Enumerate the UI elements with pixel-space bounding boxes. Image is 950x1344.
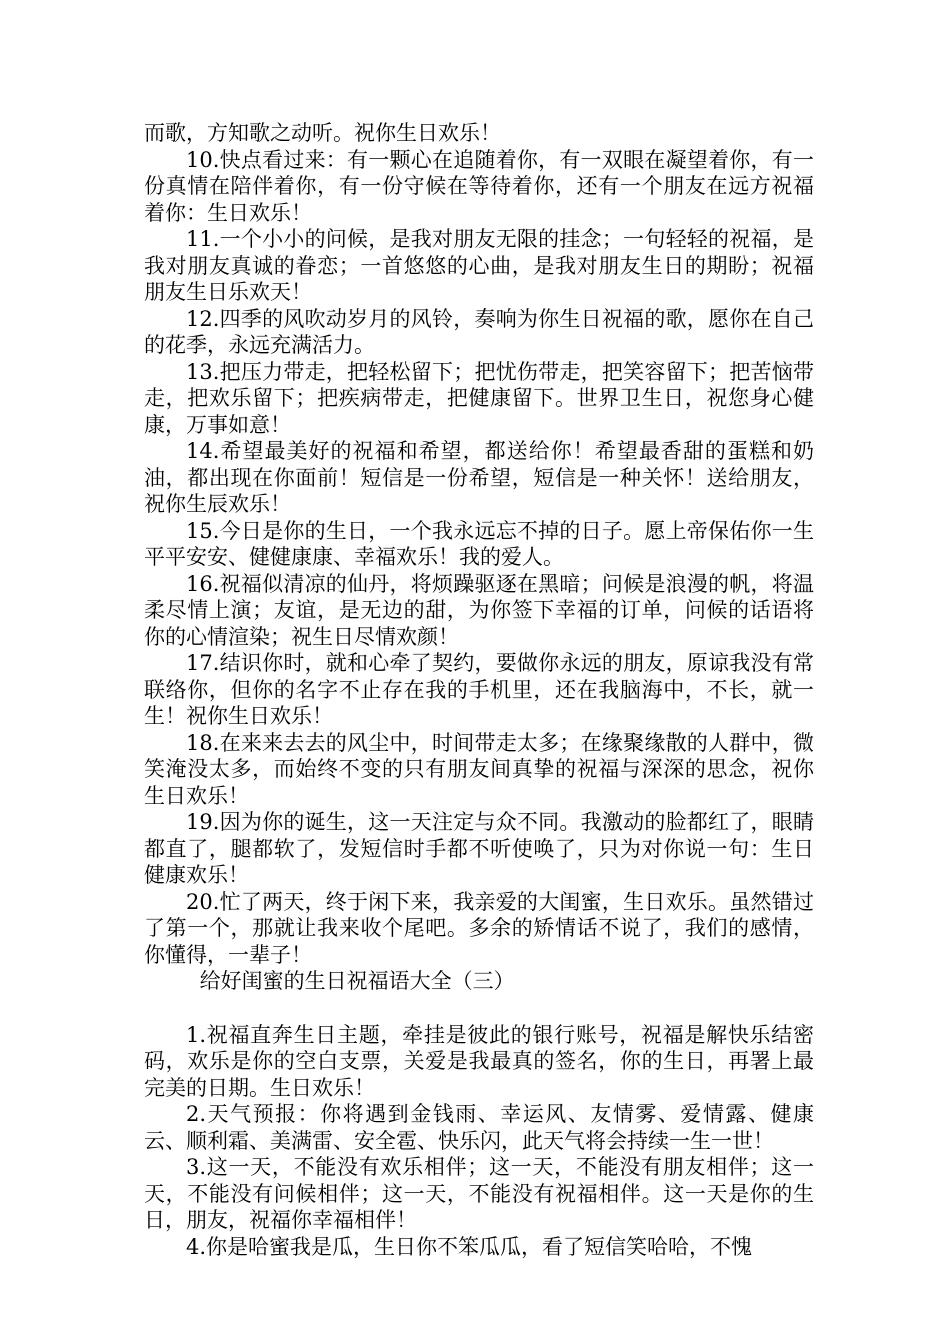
wish-14: 14.希望最美好的祝福和希望，都送给你！希望最香甜的蛋糕和奶油，都出现在你面前！短信是一份希望，短信是一种关怀！送给朋友，祝你生辰欢乐！ <box>144 439 814 516</box>
wish-2: 2.天气预报：你将遇到金钱雨、幸运风、友情雾、爱情露、健康云、顺利霜、美满雷、安全雹、快乐闪，此天气将会持续一生一世！ <box>144 1102 814 1153</box>
wish-13: 13.把压力带走，把轻松留下；把忧伤带走，把笑容留下；把苦恼带走，把欢乐留下；把疾病带走，把健康留下。世界卫生日，祝您身心健康，万事如意！ <box>144 359 814 437</box>
wish-17: 17.结识你时，就和心牵了契约，要做你永远的朋友，原谅我没有常联络你，但你的名字不止存在我的手机里，还在我脑海中，不长，就一生！祝你生日欢乐！ <box>144 651 814 728</box>
wish-11: 11.一个小小的问候，是我对朋友无限的挂念；一句轻轻的祝福，是我对朋友真诚的眷恋；一首悠悠的心曲，是我对朋友生日的期盼；祝福朋友生日乐欢天！ <box>144 227 814 304</box>
wish-20: 20.忙了两天，终于闲下来，我亲爱的大闺蜜，生日欢乐。虽然错过了第一个，那就让我来收个尾吧。多余的矫情话不说了，我们的感情，你懂得，一辈子！ <box>144 889 814 967</box>
section-heading: 给好闺蜜的生日祝福语大全（三） <box>199 969 515 993</box>
wish-3: 3.这一天，不能没有欢乐相伴；这一天，不能没有朋友相伴；这一天，不能没有问候相伴；这一天，不能没有祝福相伴。这一天是你的生日，朋友，祝福你幸福相伴！ <box>144 1155 814 1232</box>
document-body <box>144 120 814 1260</box>
wish-12: 12.四季的风吹动岁月的风铃，奏响为你生日祝福的歌，愿你在自己的花季，永远充满活力。 <box>144 306 814 357</box>
wish-1: 1.祝福直奔生日主题，牵挂是彼此的银行账号，祝福是解快乐结密码，欢乐是你的空白支票，关爱是我最真的签名，你的生日，再署上最完美的日期。生日欢乐！ <box>144 1022 814 1100</box>
wish-18: 18.在来来去去的风尘中，时间带走太多；在缘聚缘散的人群中，微笑淹没太多，而始终不变的只有朋友间真挚的祝福与深深的思念，祝你生日欢乐！ <box>144 730 814 808</box>
wish-15: 15.今日是你的生日，一个我永远忘不掉的日子。愿上帝保佑你一生平平安安、健健康康、幸福欢乐！我的爱人。 <box>144 518 814 569</box>
wish-10: 10.快点看过来：有一颗心在追随着你，有一双眼在凝望着你，有一份真情在陪伴着你，有一份守候在等待着你，还有一个朋友在远方祝福着你：生日欢乐！ <box>144 147 814 225</box>
wish-19: 19.因为你的诞生，这一天注定与众不同。我激动的脸都红了，眼睛都直了，腿都软了，发短信时手都不听使唤了，只为对你说一句：生日健康欢乐！ <box>144 810 814 887</box>
wish-4: 4.你是哈蜜我是瓜，生日你不笨瓜瓜，看了短信笑哈哈，不愧 <box>186 1234 753 1259</box>
continuation-paragraph: 而歌，方知歌之动听。祝你生日欢乐！ <box>144 121 501 145</box>
wish-16: 16.祝福似清凉的仙丹，将烦躁驱逐在黑暗；问候是浪漫的帆，将温柔尽情上演；友谊，是无边的甜，为你签下幸福的订单，问候的话语将你的心情渲染；祝生日尽情欢颜！ <box>144 571 814 649</box>
